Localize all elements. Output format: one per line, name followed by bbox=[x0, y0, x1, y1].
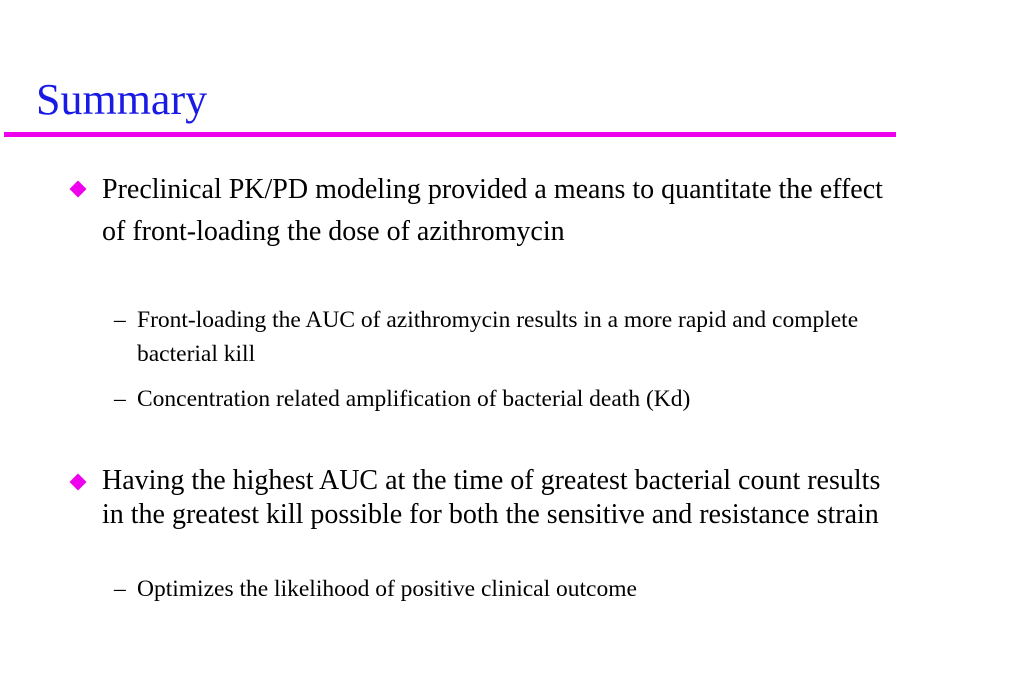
dash-icon: – bbox=[114, 386, 126, 412]
slide-title: Summary bbox=[36, 75, 208, 124]
sub-item-text: Front-loading the AUC of azithromycin results in a more rapid and complete bacterial kill bbox=[137, 307, 859, 367]
sub-item bbox=[114, 572, 904, 606]
bullet-text: Having the highest AUC at the time of greatest bacterial count results in the greatest kill possible for both the sensitive and resistance strain bbox=[102, 465, 881, 530]
diamond-icon bbox=[70, 181, 87, 198]
sub-item bbox=[114, 382, 904, 416]
bullet-item bbox=[66, 169, 896, 253]
bullet-item bbox=[66, 464, 896, 532]
dash-icon: – bbox=[114, 576, 126, 602]
sub-item-text: Optimizes the likelihood of positive clinical outcome bbox=[137, 576, 637, 602]
diamond-icon bbox=[70, 474, 87, 491]
title-underline bbox=[4, 132, 896, 137]
bullet-text: Preclinical PK/PD modeling provided a means to quantitate the effect of front-loading the dose of azithromycin bbox=[102, 174, 883, 247]
dash-icon: – bbox=[114, 307, 126, 333]
sub-item-text: Concentration related amplification of bacterial death (Kd) bbox=[137, 386, 691, 412]
sub-item bbox=[114, 303, 904, 371]
